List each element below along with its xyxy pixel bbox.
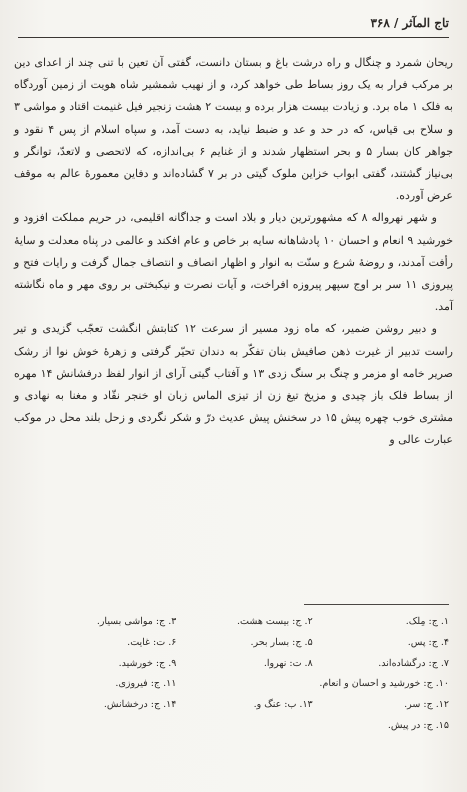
footnote: ۸. ت: نهروا. — [263, 657, 313, 669]
footnote: ۹. ج: خورشید. — [118, 657, 177, 669]
footnote-row — [40, 654, 449, 675]
footnote-rule — [304, 604, 449, 605]
footnote: ۱۴. ج: درخشانش. — [103, 699, 177, 711]
footnote: ۵. ج: بسار بحر. — [250, 636, 313, 648]
footnote-row — [40, 612, 449, 633]
paragraph: و دبیر روشن ضمیر، که ماه زود مسیر از سرعت ۱۲ کتابتش انگشت تعجّب گزیدی و تیر راست تدبیر از غیرت ذهن صافیش بنان تفکّر به دندان تحیّر گرفتی و زهرهٔ خوش نوا از رشک صریر خامه او مزمر و چنگ بر سنگ زدی ۱۳ و آفتاب گیتی آرای از انوار لفظ درفشانش ۱۴ مهره از بساط فلک باز چیدی و مزیخ تیغ زن از تیزی الماس زبان او خنجر نقّاد و مغنا به نهادی و مشتری خوب چهره پیش ۱۵ در سخنش پیش عدیث درّ و شکر نگردی و زحل بلند محل در موکب عبارت عالی و — [14, 322, 453, 447]
footnotes — [40, 612, 449, 737]
footnote: ۲. ج: بیست هشت. — [237, 616, 313, 627]
footnote: ۷. ج: درگشاده‌اند. — [378, 657, 449, 669]
header-rule — [18, 37, 449, 38]
running-head: تاج المآثر / ۳۶۸ — [370, 16, 449, 30]
footnote-row — [40, 633, 449, 654]
footnote: ۴. ج: پس. — [407, 636, 449, 648]
footnote: ۱۲. ج: سر. — [404, 699, 449, 711]
footnote: ۱۳. ب: عنگ و. — [253, 699, 313, 711]
paragraph: ریحان شمرد و چنگال و راه درشت باغ و بستان دانست، گفتی آن تعین با تنی چند از اعدای دین بر مرکب فرار به یک روز بساط طی خواهد کرد، و از نهیب شمشیر شاه هویت از زمین آوردگاه به فلک ۱ ماه برد. و زیادت بیست هزار برده و بیست ۲ هشت زنجیر فیل غنیمت اقتاد و مواشی ۳ و سلاح بی قیاس، که در حد و عد و ضبط نیاید، به دست آمد، و سپاه اسلام از پس ۴ نقود و جواهر کان بسار ۵ و بحر استظهار شدند و از غنایم ۶ بی‌اندازه، که لاتحصی و لاتعدّ، توانگر و بی‌نیاز گشتند، گفتی ابواب خزاین ملوک گیتی در بر ۷ گشاده‌اند و دفاین معمورهٔ عالم به موقف عرض آورده. — [14, 56, 454, 203]
footnote: ۱۱. ج: فیروزی. — [115, 678, 177, 690]
footnote: ۶. ت: غایت. — [127, 636, 177, 648]
footnote-row — [40, 716, 449, 737]
footnote: ۳. ج: مواشی بسیار. — [96, 616, 177, 627]
body-text — [14, 52, 453, 452]
footnote: ۱۰. ج: خورشید و احسان و انعام. — [319, 678, 449, 690]
paragraph: و شهر نهرواله ۸ که مشهورترین دیار و بلاد است و جداگانه اقلیمی، در حریم مملکت افزود و خورشید ۹ انعام و احسان ۱۰ پادشاهانه سایه بر خاص و عام افکند و عالمی در پناه معدلت و سایهٔ رأفت آمدند، و روضهٔ شرع و سنّت به انوار و اظهار انصاف و انتصاف جمال گرفت و رایات فتح و پیروزی ۱۱ سر بر اوج سپهر پیروزه افراخت، و آیات نصرت و نیکبختی بر روی مهر و ماه نگاشته آمد. — [14, 211, 454, 314]
page-header — [18, 14, 449, 34]
footnote: ۱. ج: مِلک. — [405, 616, 449, 627]
footnote-row — [40, 674, 449, 695]
footnote: ۱۵. ج: در پیش. — [387, 719, 449, 731]
footnote-row — [40, 695, 449, 716]
